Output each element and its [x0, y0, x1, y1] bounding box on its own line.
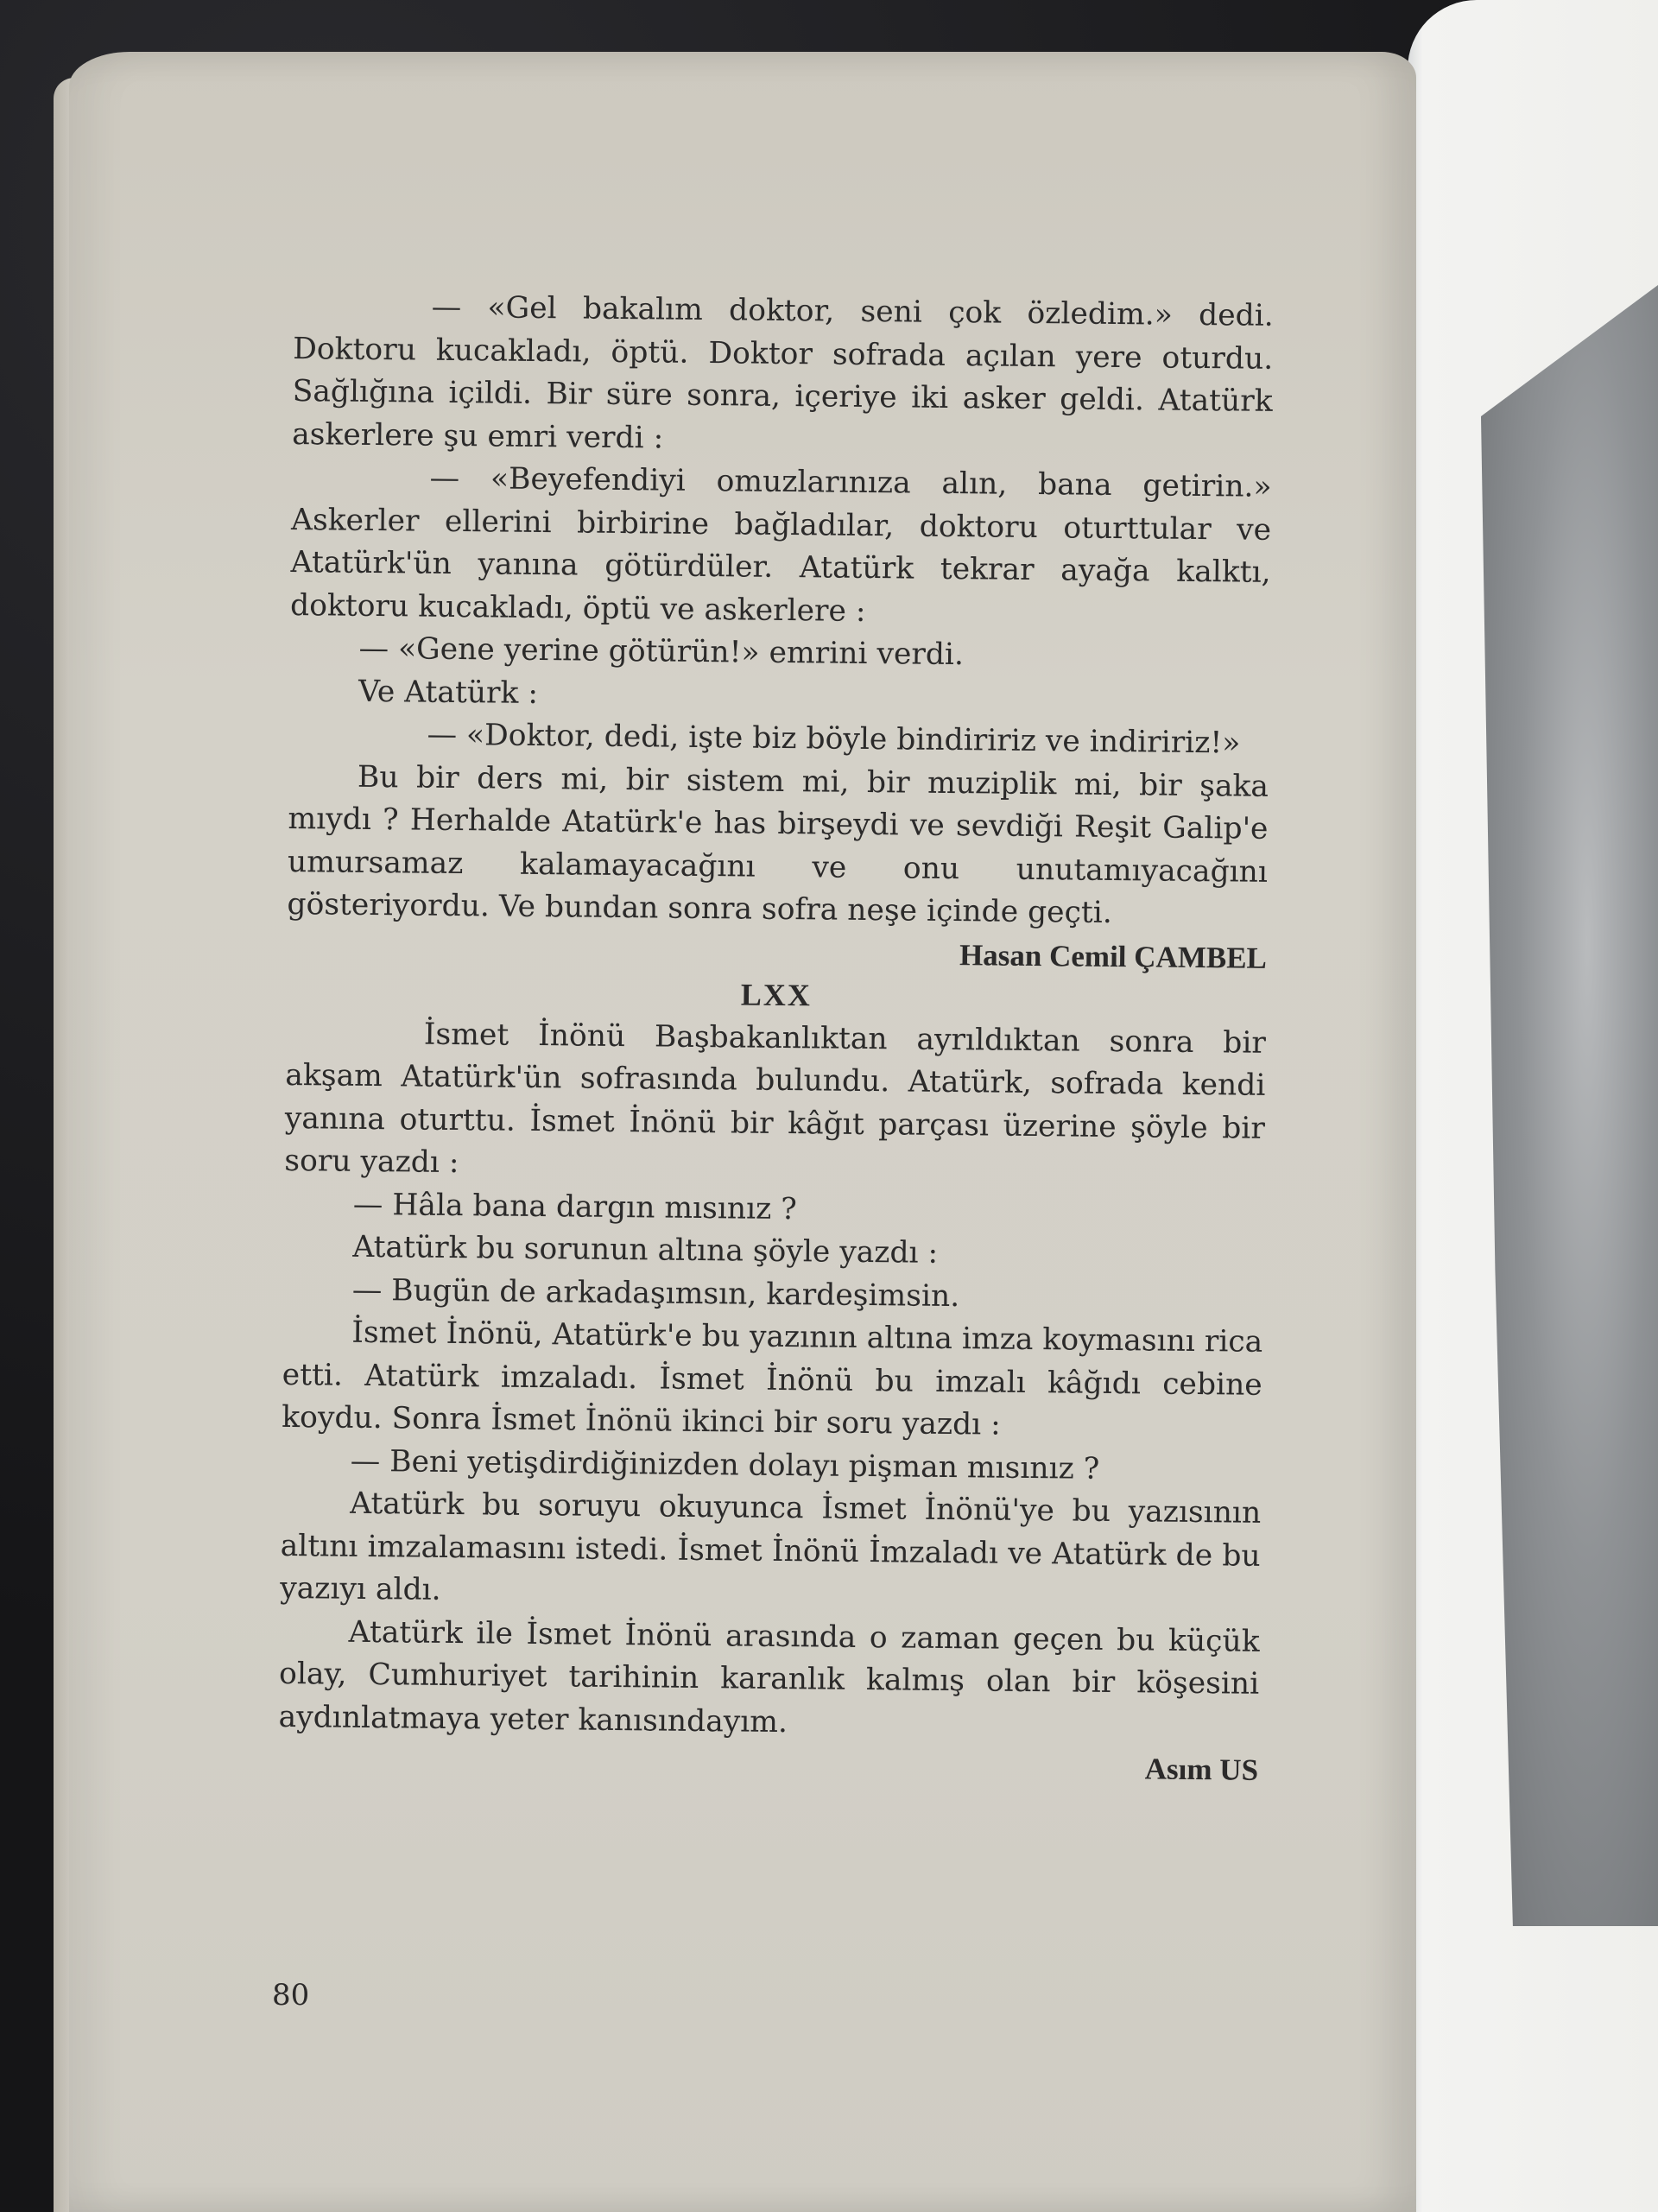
- paragraph: İsmet İnönü Başbakanlıktan ayrıldıktan sonra bir akşam Atatürk'ün sofrasında bulundu. Atatürk, sofrada kendi yanına oturttu. İsmet İnönü bir kâğıt parçası üzerine şöyle bir soru yazdı :: [284, 1017, 1267, 1181]
- paragraph: — «Beyefendiyi omuzlarınıza alın, bana getirin.» Askerler ellerini birbirine bağladılar, doktoru oturttular ve Atatürk'ün yanına götürdüler. Atatürk tekrar ayağa kalktı, doktoru kucakladı, öptü ve askerlere :: [289, 460, 1272, 629]
- author-signature: Hasan Cemil ÇAMBEL: [959, 937, 1268, 975]
- paragraph: — «Gene yerine götürün!» emrini verdi.: [358, 631, 965, 673]
- paragraph: — «Doktor, dedi, işte biz böyle bindiririz ve indiririz!»: [427, 717, 1241, 761]
- paragraph: Atatürk bu soruyu okuyunca İsmet İnönü'ye bu yazısının altını imzalamasını istedi. İsmet İnönü İmzaladı ve Atatürk de bu yazıyı aldı.: [279, 1486, 1262, 1607]
- page-number: 80: [272, 1978, 310, 2012]
- author-signature: Asım US: [1144, 1752, 1259, 1787]
- paragraph: Ve Atatürk :: [358, 674, 539, 711]
- paragraph: — Beni yetişdirdiğinizden dolayı pişman mısınız ?: [350, 1443, 1100, 1486]
- paragraph: — Hâla bana dargın mısınız ?: [352, 1187, 797, 1226]
- paragraph: Bu bir ders mi, bir sistem mi, bir muziplik mi, bir şaka mıydı ? Herhalde Atatürk'e has birşeydi ve sevdiği Reşit Galip'e umursamaz kalamayacağını ve onu unutamıyacağını gösteriyordu. Ve bundan sonra sofra neşe içinde geçti.: [287, 759, 1269, 930]
- facing-page-photo: [1481, 285, 1658, 1926]
- section-title: LXX: [740, 977, 813, 1013]
- paragraph: İsmet İnönü, Atatürk'e bu yazının altına imza koymasını rica etti. Atatürk imzaladı. İsmet İnönü bu imzalı kâğıdı cebine koydu. Sonra İsmet İnönü ikinci bir soru yazdı :: [282, 1315, 1263, 1442]
- paragraph: Atatürk bu sorunun altına şöyle yazdı :: [352, 1229, 939, 1271]
- page-text: [278, 285, 1274, 1791]
- paragraph: Atatürk ile İsmet İnönü arasında o zaman geçen bu küçük olay, Cumhuriyet tarihinin karanlık kalmış olan bir köşesini aydınlatmaya yeter kanısındayım.: [278, 1614, 1260, 1740]
- paragraph: — Bugün de arkadaşımsın, kardeşimsin.: [351, 1272, 960, 1314]
- paragraph: — «Gel bakalım doktor, seni çok özledim.» dedi. Doktoru kucakladı, öptü. Doktor sofrada açılan yere oturdu. Sağlığına içildi. Bir süre sonra, içeriye iki asker geldi. Atatürk askerlere şu emri verdi :: [291, 289, 1274, 455]
